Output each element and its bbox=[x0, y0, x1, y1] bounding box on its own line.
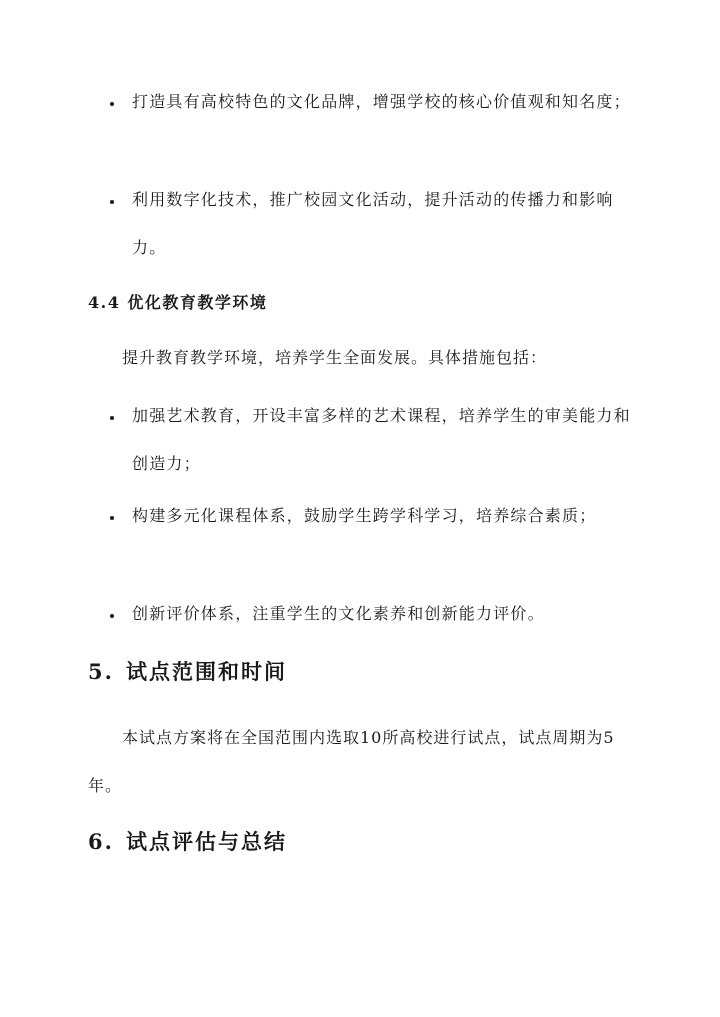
list-item bbox=[86, 506, 646, 540]
section-intro: 提升教育教学环境，培养学生全面发展。具体措施包括： bbox=[122, 348, 548, 367]
list-item bbox=[86, 92, 646, 126]
bullet-icon bbox=[110, 102, 114, 106]
list-item bbox=[86, 190, 646, 272]
bullet-icon bbox=[110, 416, 114, 420]
bullet-icon bbox=[110, 614, 114, 618]
list-item bbox=[86, 604, 646, 638]
bullet-icon bbox=[110, 516, 114, 520]
section-heading-5 bbox=[88, 656, 287, 686]
bullet-icon bbox=[110, 200, 114, 204]
section-title: 试点范围和时间 bbox=[126, 659, 287, 684]
list-item bbox=[86, 406, 646, 488]
section-heading-6 bbox=[88, 826, 287, 856]
section-5-body: 本试点方案将在全国范围内选取10所高校进行试点，试点周期为5年。 bbox=[88, 728, 615, 795]
section-heading-4-4: 4.4 优化教育教学环境 bbox=[88, 293, 268, 312]
list-item-text: 构建多元化课程体系，鼓励学生跨学科学习，培养综合素质； bbox=[132, 506, 597, 525]
section-number: 5. bbox=[88, 659, 114, 684]
list-item-text: 加强艺术教育，开设丰富多样的艺术课程，培养学生的审美能力和创造力； bbox=[132, 406, 631, 473]
section-title: 试点评估与总结 bbox=[126, 829, 287, 854]
section-number: 6. bbox=[88, 829, 114, 854]
list-item-text: 利用数字化技术，推广校园文化活动，提升活动的传播力和影响力。 bbox=[132, 190, 614, 257]
list-item-text: 创新评价体系，注重学生的文化素养和创新能力评价。 bbox=[132, 604, 545, 623]
list-item-text: 打造具有高校特色的文化品牌，增强学校的核心价值观和知名度； bbox=[132, 92, 631, 111]
